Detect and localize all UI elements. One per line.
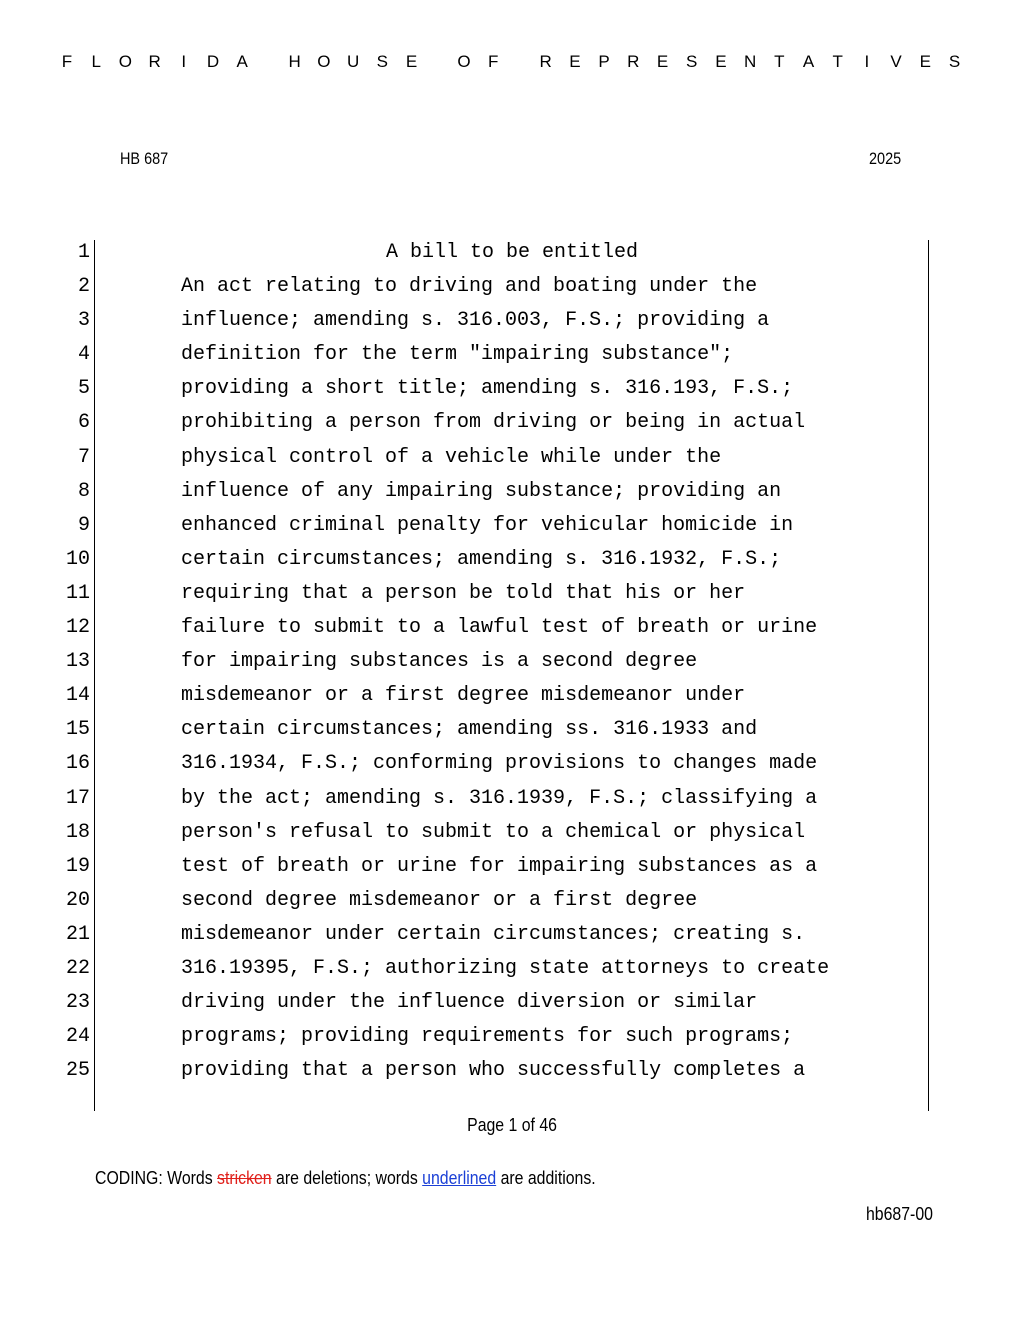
line-number: 8 [77, 479, 90, 503]
line-text: certain circumstances; amending ss. 316.1933 and [181, 718, 758, 742]
line-number: 9 [77, 513, 90, 537]
line-text: influence; amending s. 316.003, F.S.; providing a [181, 309, 770, 333]
banner-letter: E [405, 52, 418, 71]
line-number: 25 [65, 1059, 90, 1083]
banner-letter: F [61, 52, 73, 71]
bill-line [0, 338, 1024, 372]
banner-letter: U [346, 52, 360, 71]
page-indicator [0, 1114, 1024, 1136]
bill-line [0, 986, 1024, 1020]
bill-line [0, 952, 1024, 986]
bill-line [0, 441, 1024, 475]
line-number: 2 [77, 275, 90, 299]
document-id: hb687-00 [866, 1204, 933, 1224]
line-text: enhanced criminal penalty for vehicular homicide in [181, 513, 794, 537]
line-text: physical control of a vehicle while under the [181, 445, 722, 469]
line-number: 22 [65, 956, 90, 980]
banner-letter: A [802, 52, 815, 71]
banner-letter: E [569, 52, 581, 71]
line-text: 316.19395, F.S.; authorizing state attorneys to create [181, 956, 830, 980]
banner-letter: R [539, 52, 552, 71]
line-number: 6 [77, 411, 90, 435]
line-number: 23 [65, 991, 90, 1015]
banner-letter: S [948, 52, 961, 71]
line-text: providing that a person who successfully completes a [181, 1059, 806, 1083]
coding-legend [95, 1167, 596, 1189]
line-text: person's refusal to submit to a chemical or physical [181, 820, 806, 844]
banner-letter: L [91, 52, 101, 71]
bill-line [0, 406, 1024, 440]
line-text: misdemeanor or a first degree misdemeanor under [181, 684, 746, 708]
line-text: for impairing substances is a second degree [181, 650, 698, 674]
bill-line [0, 782, 1024, 816]
bill-line [0, 747, 1024, 781]
bill-number: HB 687 [120, 149, 169, 168]
banner-letter: O [457, 52, 471, 71]
bill-line [0, 543, 1024, 577]
banner-letter: E [715, 52, 727, 71]
banner-letter: O [317, 52, 331, 71]
bill-line [0, 270, 1024, 304]
bill-line [0, 304, 1024, 338]
banner-letter: O [118, 52, 132, 71]
line-text: failure to submit to a lawful test of breath or urine [181, 616, 818, 640]
bill-line [0, 1054, 1024, 1088]
bill-line [0, 884, 1024, 918]
line-number: 18 [65, 820, 90, 844]
line-text: providing a short title; amending s. 316.193, F.S.; [181, 377, 794, 401]
line-text: An act relating to driving and boating under the [181, 275, 758, 299]
bill-text [0, 236, 1024, 1088]
banner-letter: A [236, 52, 248, 71]
bill-line [0, 577, 1024, 611]
banner-letter: N [743, 52, 757, 71]
line-text: second degree misdemeanor or a first degree [181, 888, 698, 912]
bill-line [0, 1020, 1024, 1054]
banner-letter: H [288, 52, 301, 71]
line-text: 316.1934, F.S.; conforming provisions to changes made [181, 752, 818, 776]
bill-line [0, 679, 1024, 713]
banner-letter: I [864, 52, 870, 71]
bill-line [0, 816, 1024, 850]
line-text: prohibiting a person from driving or being in actual [181, 411, 806, 435]
line-number: 15 [65, 718, 90, 742]
line-number: 7 [77, 445, 90, 469]
line-number: 20 [65, 888, 90, 912]
banner-letter: S [376, 52, 388, 71]
page-number: Page 1 of 46 [467, 1115, 557, 1135]
coding-underlined-example: underlined [422, 1168, 497, 1188]
bill-line [0, 509, 1024, 543]
line-text: certain circumstances; amending s. 316.1932, F.S.; [181, 547, 782, 571]
coding-suffix: are additions. [496, 1168, 596, 1188]
bill-line [0, 645, 1024, 679]
line-number: 11 [65, 581, 90, 605]
line-text: test of breath or urine for impairing substances as a [181, 854, 818, 878]
bill-title-line: A bill to be entitled [386, 241, 639, 264]
bill-line [0, 475, 1024, 509]
banner-letter: P [598, 52, 610, 71]
banner-letter: R [627, 52, 640, 71]
line-text: influence of any impairing substance; providing an [181, 479, 782, 503]
line-number: 14 [65, 684, 90, 708]
line-text: definition for the term "impairing substance"; [181, 343, 734, 367]
bill-line [0, 372, 1024, 406]
line-number: 10 [65, 547, 90, 571]
banner-letter: I [181, 52, 187, 71]
banner-letter: T [774, 52, 785, 71]
banner-letter: E [656, 52, 669, 71]
coding-prefix: CODING: Words [95, 1168, 218, 1188]
banner-letter: S [686, 52, 698, 71]
line-number: 4 [77, 343, 90, 367]
line-number: 16 [65, 752, 90, 776]
line-number: 19 [65, 854, 90, 878]
line-text: programs; providing requirements for such programs; [181, 1025, 794, 1049]
bill-line [0, 713, 1024, 747]
banner-letter: R [148, 52, 161, 71]
line-text: requiring that a person be told that his or her [181, 581, 746, 605]
coding-middle: are deletions; words [271, 1168, 423, 1188]
bill-line [0, 850, 1024, 884]
line-text: driving under the influence diversion or similar [181, 991, 758, 1015]
line-number: 21 [65, 922, 90, 946]
line-number: 3 [77, 309, 90, 333]
coding-stricken-example: stricken [217, 1168, 272, 1188]
banner-letter: F [487, 52, 499, 71]
chamber-banner [0, 52, 1024, 72]
line-text: misdemeanor under certain circumstances; creating s. [181, 922, 806, 946]
line-number: 17 [65, 786, 90, 810]
bill-line [0, 611, 1024, 645]
banner-letter: V [890, 52, 902, 71]
line-number: 24 [65, 1025, 90, 1049]
line-text: by the act; amending s. 316.1939, F.S.; classifying a [181, 786, 818, 810]
line-number: 12 [65, 616, 90, 640]
banner-letter: D [206, 52, 220, 71]
line-number: 13 [65, 650, 90, 674]
line-number: 5 [77, 377, 90, 401]
bill-line [0, 236, 1024, 270]
line-number: 1 [77, 241, 90, 264]
bill-year: 2025 [869, 149, 902, 168]
banner-letter: T [832, 52, 843, 71]
bill-line [0, 918, 1024, 952]
banner-letter: E [919, 52, 931, 71]
